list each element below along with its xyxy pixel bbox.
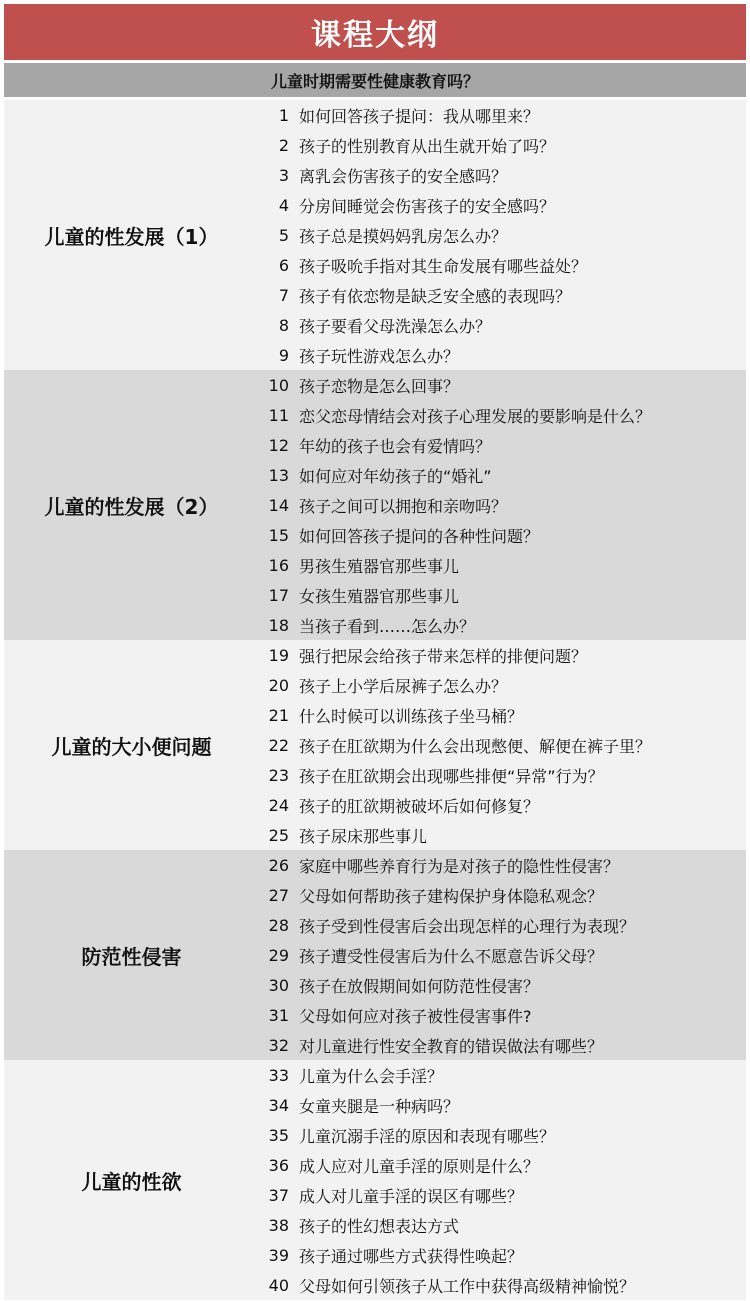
list-item (259, 430, 746, 460)
list-item (259, 520, 746, 550)
item-text: 女孩生殖器官那些事儿 (299, 586, 460, 606)
item-number: 6 (278, 255, 289, 275)
item-number: 7 (278, 285, 289, 305)
section-title: 儿童的性发展（1） (44, 224, 219, 249)
list-item (259, 850, 746, 880)
list-item (259, 940, 746, 970)
item-number: 9 (278, 345, 289, 365)
list-item (259, 370, 746, 400)
item-text: 孩子在放假期间如何防范性侵害？ (299, 976, 540, 996)
list-item (259, 100, 746, 130)
item-number: 32 (268, 1035, 289, 1055)
section-items (259, 850, 746, 1060)
item-number: 40 (268, 1275, 289, 1295)
item-text: 儿童为什么会手淫？ (299, 1066, 444, 1086)
list-item (259, 280, 746, 310)
list-item (259, 1180, 746, 1210)
item-number: 20 (268, 675, 289, 695)
list-item (259, 670, 746, 700)
item-text: 如何回答孩子提问的各种性问题？ (299, 526, 540, 546)
item-text: 当孩子看到……怎么办？ (299, 616, 476, 636)
list-item (259, 490, 746, 520)
item-text: 分房间睡觉会伤害孩子的安全感吗？ (299, 196, 556, 216)
item-number: 39 (268, 1245, 289, 1265)
item-text: 孩子玩性游戏怎么办？ (299, 346, 460, 366)
item-number: 23 (268, 765, 289, 785)
item-number: 34 (268, 1095, 289, 1115)
section-items (259, 640, 746, 850)
item-number: 25 (268, 825, 289, 845)
list-item (259, 1270, 746, 1300)
list-item (259, 550, 746, 580)
item-number: 21 (268, 705, 289, 725)
item-number: 30 (268, 975, 289, 995)
item-text: 恋父恋母情结会对孩子心理发展的要影响是什么？ (299, 406, 652, 426)
item-number: 18 (268, 615, 289, 635)
list-item (259, 820, 746, 850)
item-number: 33 (268, 1065, 289, 1085)
list-item (259, 730, 746, 760)
item-text: 孩子之间可以拥抱和亲吻吗？ (299, 496, 508, 516)
list-item (259, 580, 746, 610)
list-item (259, 190, 746, 220)
item-text: 孩子恋物是怎么回事？ (299, 376, 460, 396)
section-toileting (4, 640, 746, 850)
item-number: 8 (278, 315, 289, 335)
item-text: 孩子遭受性侵害后为什么不愿意告诉父母？ (299, 946, 604, 966)
section-abuse-prevention (4, 850, 746, 1060)
item-text: 孩子吸吮手指对其生命发展有哪些益处？ (299, 256, 588, 276)
item-number: 17 (268, 585, 289, 605)
item-text: 强行把尿会给孩子带来怎样的排便问题？ (299, 646, 588, 666)
list-item (259, 1030, 746, 1060)
section-items (259, 1060, 746, 1300)
section-sexual-development-2 (4, 370, 746, 640)
item-text: 对儿童进行性安全教育的错误做法有哪些？ (299, 1036, 604, 1056)
item-number: 38 (268, 1215, 289, 1235)
item-number: 5 (278, 225, 289, 245)
item-text: 孩子尿床那些事儿 (299, 826, 428, 846)
item-text: 孩子受到性侵害后会出现怎样的心理行为表现？ (299, 916, 636, 936)
item-number: 13 (268, 465, 289, 485)
list-item (259, 1210, 746, 1240)
intro-row: 儿童时期需要性健康教育吗？ (4, 63, 746, 97)
item-text: 父母如何帮助孩子建构保护身体隐私观念？ (299, 886, 604, 906)
list-item (259, 1090, 746, 1120)
item-text: 孩子在肛欲期为什么会出现憋便、解便在裤子里？ (299, 736, 652, 756)
list-item (259, 400, 746, 430)
item-text: 孩子上小学后尿裤子怎么办？ (299, 676, 508, 696)
list-item (259, 790, 746, 820)
list-item (259, 760, 746, 790)
item-number: 12 (268, 435, 289, 455)
item-number: 10 (268, 375, 289, 395)
item-number: 37 (268, 1185, 289, 1205)
section-title: 防范性侵害 (81, 944, 182, 969)
item-number: 14 (268, 495, 289, 515)
item-text: 什么时候可以训练孩子坐马桶？ (299, 706, 524, 726)
item-text: 年幼的孩子也会有爱情吗？ (299, 436, 492, 456)
item-number: 19 (268, 645, 289, 665)
item-text: 如何回答孩子提问：我从哪里来？ (299, 106, 540, 126)
item-text: 儿童沉溺手淫的原因和表现有哪些？ (299, 1126, 556, 1146)
item-text: 离乳会伤害孩子的安全感吗？ (299, 166, 508, 186)
list-item (259, 130, 746, 160)
item-number: 2 (278, 135, 289, 155)
list-item (259, 310, 746, 340)
list-item (259, 640, 746, 670)
section-sexual-development-1 (4, 100, 746, 370)
section-items (259, 370, 746, 640)
item-number: 29 (268, 945, 289, 965)
item-text: 孩子的性别教育从出生就开始了吗？ (299, 136, 556, 156)
list-item (259, 1240, 746, 1270)
item-number: 3 (278, 165, 289, 185)
list-item (259, 880, 746, 910)
item-number: 1 (278, 105, 289, 125)
list-item (259, 460, 746, 490)
item-number: 24 (268, 795, 289, 815)
list-item (259, 1150, 746, 1180)
list-item (259, 160, 746, 190)
item-text: 成人对儿童手淫的误区有哪些？ (299, 1186, 524, 1206)
item-text: 女童夹腿是一种病吗？ (299, 1096, 460, 1116)
list-item (259, 700, 746, 730)
list-item (259, 1000, 746, 1030)
item-text: 父母如何引领孩子从工作中获得高级精神愉悦？ (299, 1276, 636, 1296)
item-text: 孩子的肛欲期被破坏后如何修复？ (299, 796, 540, 816)
list-item (259, 340, 746, 370)
list-item (259, 1120, 746, 1150)
item-text: 孩子总是摸妈妈乳房怎么办？ (299, 226, 508, 246)
item-number: 28 (268, 915, 289, 935)
item-text: 孩子通过哪些方式获得性唤起？ (299, 1246, 524, 1266)
section-child-sexuality (4, 1060, 746, 1300)
item-number: 4 (278, 195, 289, 215)
list-item (259, 250, 746, 280)
item-number: 26 (268, 855, 289, 875)
section-items (259, 100, 746, 370)
section-title: 儿童的大小便问题 (51, 734, 212, 759)
list-item (259, 220, 746, 250)
list-item (259, 970, 746, 1000)
item-number: 36 (268, 1155, 289, 1175)
list-item (259, 910, 746, 940)
item-text: 家庭中哪些养育行为是对孩子的隐性性侵害？ (299, 856, 620, 876)
page-title: 课程大纲 (4, 4, 746, 60)
item-text: 父母如何应对孩子被性侵害事件? (299, 1006, 532, 1026)
item-text: 如何应对年幼孩子的“婚礼” (299, 466, 492, 486)
item-text: 男孩生殖器官那些事儿 (299, 556, 460, 576)
item-text: 成人应对儿童手淫的原则是什么？ (299, 1156, 540, 1176)
item-number: 16 (268, 555, 289, 575)
item-number: 27 (268, 885, 289, 905)
item-text: 孩子的性幻想表达方式 (299, 1216, 460, 1236)
section-title: 儿童的性发展（2） (44, 494, 219, 519)
list-item (259, 610, 746, 640)
section-title: 儿童的性欲 (81, 1169, 182, 1194)
item-number: 31 (268, 1005, 289, 1025)
item-text: 孩子在肛欲期会出现哪些排便“异常”行为？ (299, 766, 604, 786)
item-number: 15 (268, 525, 289, 545)
item-text: 孩子有依恋物是缺乏安全感的表现吗？ (299, 286, 572, 306)
item-number: 35 (268, 1125, 289, 1145)
item-number: 22 (268, 735, 289, 755)
list-item (259, 1060, 746, 1090)
item-text: 孩子要看父母洗澡怎么办？ (299, 316, 492, 336)
item-number: 11 (268, 405, 289, 425)
